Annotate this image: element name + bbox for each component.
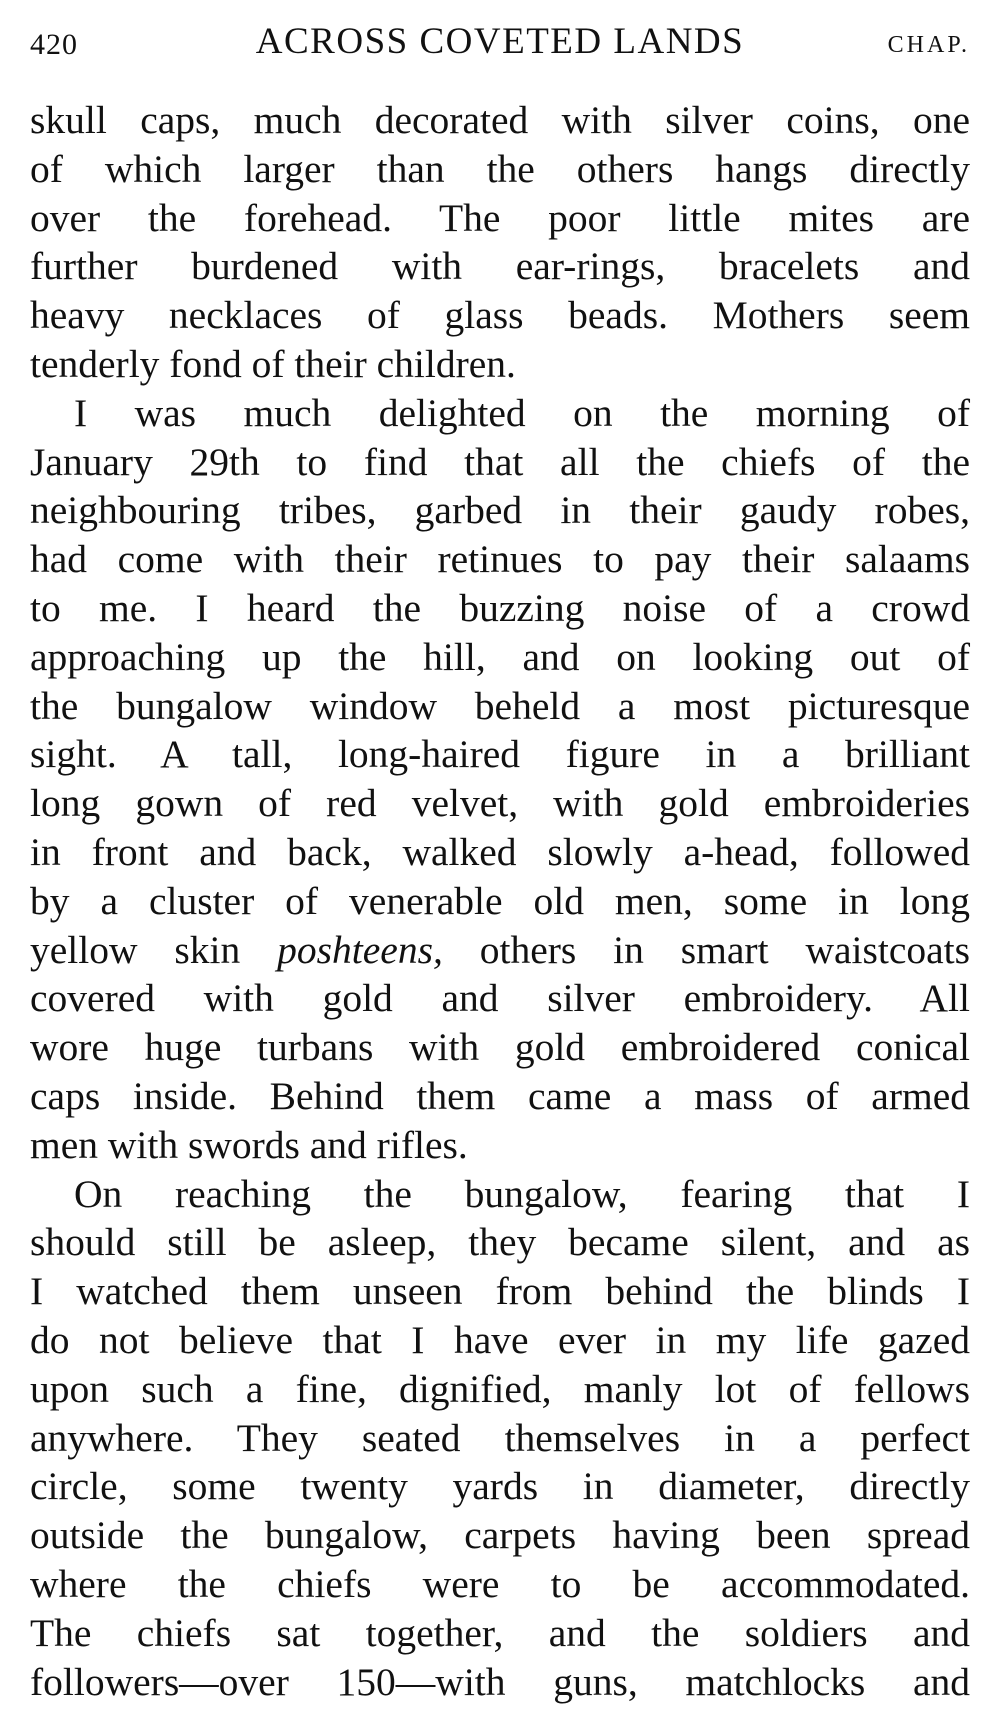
page-number: 420 [30, 28, 78, 61]
text-line: covered with gold and silver embroidery. All [30, 976, 970, 1021]
text-line: long gown of red velvet, with gold embroideries [30, 781, 970, 826]
text-line: circle, some twenty yards in diameter, directly [30, 1464, 970, 1509]
text-line: men with swords and rifles. [30, 1122, 468, 1167]
text-line: I watched them unseen from behind the blinds I [30, 1269, 970, 1314]
text-line: anywhere. They seated themselves in a perfect [30, 1415, 970, 1460]
text-line: should still be asleep, they became silent, and as [30, 1220, 970, 1265]
text-line: neighbouring tribes, garbed in their gaudy robes, [30, 488, 970, 533]
text-line: by a cluster of venerable old men, some in long [30, 878, 970, 923]
text-line: wore huge turbans with gold embroidered conical [30, 1025, 970, 1070]
text-line: yellow skin poshteens, others in smart waistcoats [30, 927, 970, 972]
page-header [30, 18, 970, 68]
text-line: skull caps, much decorated with silver coins, one [30, 98, 970, 142]
text-line: the bungalow window beheld a most picturesque [30, 683, 970, 728]
text-line: On reaching the bungalow, fearing that I [74, 1171, 970, 1216]
chapter-label: CHAP. [887, 32, 970, 58]
text-line: followers—over 150—with guns, matchlocks and [30, 1659, 970, 1704]
text-line: approaching up the hill, and on looking out of [30, 634, 970, 679]
text-line: upon such a fine, dignified, manly lot of fellows [30, 1366, 970, 1411]
text-line: to me. I heard the buzzing noise of a crowd [30, 585, 970, 630]
text-line: outside the bungalow, carpets having been spread [30, 1513, 970, 1558]
text-line: had come with their retinues to pay their salaams [30, 537, 970, 582]
text-line: of which larger than the others hangs directly [30, 146, 970, 191]
text-line: caps inside. Behind them came a mass of armed [30, 1073, 970, 1118]
text-line: do not believe that I have ever in my life gazed [30, 1317, 970, 1362]
text-line: where the chiefs were to be accommodated. [30, 1561, 970, 1606]
text-line: over the forehead. The poor little mites are [30, 195, 970, 240]
text-line: tenderly fond of their children. [30, 341, 516, 386]
italic-term: poshteens, [277, 927, 443, 972]
text-line: further burdened with ear-rings, bracelets and [30, 244, 970, 289]
text-line: The chiefs sat together, and the soldiers and [30, 1610, 970, 1655]
running-title: ACROSS COVETED LANDS [255, 21, 745, 62]
text-line: in front and back, walked slowly a-head, followed [30, 829, 970, 874]
text-line: sight. A tall, long-haired figure in a brilliant [30, 732, 970, 777]
text-line: heavy necklaces of glass beads. Mothers seem [30, 293, 970, 338]
text-line: January 29th to find that all the chiefs of the [30, 439, 970, 484]
text-line: I was much delighted on the morning of [74, 390, 970, 435]
body-text [30, 96, 970, 1706]
